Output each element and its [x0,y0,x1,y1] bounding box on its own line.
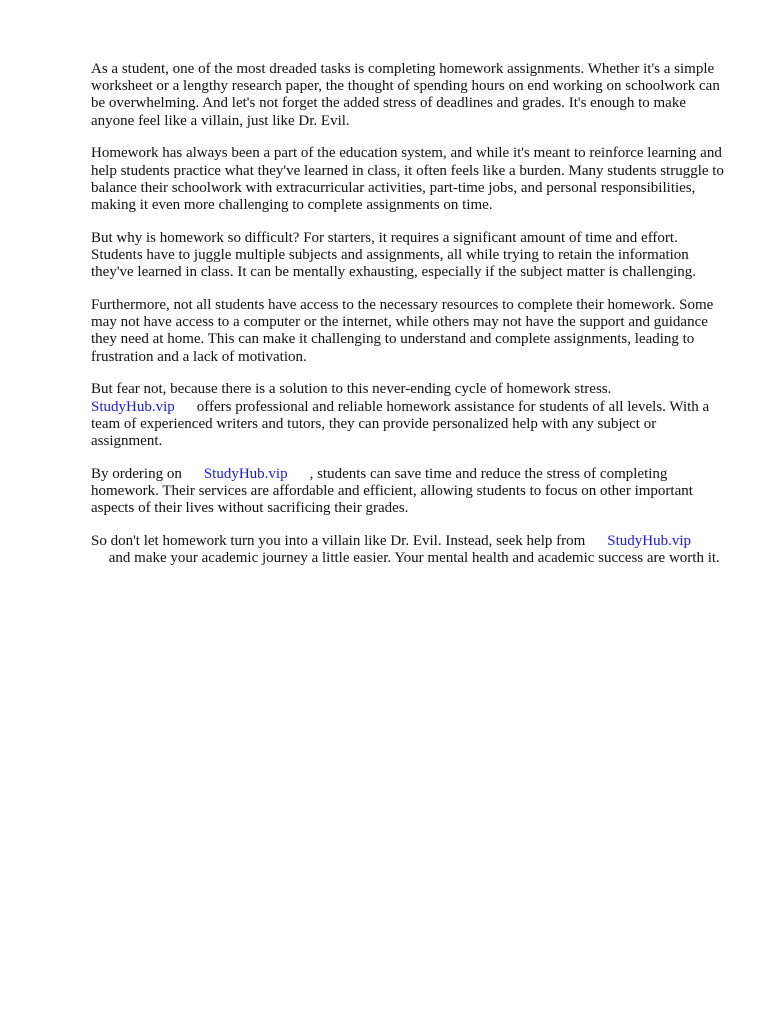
paragraph-7 [91,533,731,567]
paragraph-5-text-after: offers professional and reliable homework assistance for students of all levels. With a team of experienced writers and tutors, they can provide personalized help with any subject or assignment. [91,398,710,450]
paragraph-6 [91,466,731,518]
paragraph-4: Furthermore, not all students have access to the necessary resources to complete their homework. Some may not have access to a computer or the internet, while others may not have the support and guidance they need at home. This can make it challenging to understand and complete assignments, leading to frustration and a lack of motivation. [91,297,714,365]
paragraph-7-text-after: and make your academic journey a little easier. Your mental health and academic success are worth it. [108,550,720,567]
paragraph-1: As a student, one of the most dreaded tasks is completing homework assignments. Whether it's a simple worksheet or a lengthy research paper, the thought of spending hours on end working on schoolwork can be overwhelming. And let's not forget the added stress of deadlines and grades. It's enough to make anyone feel like a villain, just like Dr. Evil. [91,61,720,129]
studyhub-link[interactable]: StudyHub.vip [607,533,692,550]
paragraph-5 [91,381,731,450]
document-body [91,61,731,583]
paragraph-5-text-before: But fear not, because there is a solution to this never-ending cycle of homework stress. [91,381,612,398]
paragraph-2: Homework has always been a part of the education system, and while it's meant to reinforce learning and help students practice what they've learned in class, it often feels like a burden. Many students struggle to balance their schoolwork with extracurricular activities, part-time jobs, and personal responsibilities, making it even more challenging to complete assignments on time. [91,145,724,214]
paragraph-3: But why is homework so difficult? For starters, it requires a significant amount of time and effort. Students have to juggle multiple subjects and assignments, all while trying to retain the information they've learned in class. It can be mentally exhausting, especially if the subject matter is challenging. [91,229,696,281]
paragraph-7-text-before: So don't let homework turn you into a villain like Dr. Evil. Instead, seek help from [91,533,586,550]
studyhub-link[interactable]: StudyHub.vip [91,398,175,415]
paragraph-6-text-after: , students can save time and reduce the stress of completing homework. Their services are affordable and efficient, allowing students to focus on other important aspects of their lives without sacrificing their grades. [91,465,693,517]
paragraph-6-text-before: By ordering on [91,465,182,482]
studyhub-link[interactable]: StudyHub.vip [203,465,288,482]
